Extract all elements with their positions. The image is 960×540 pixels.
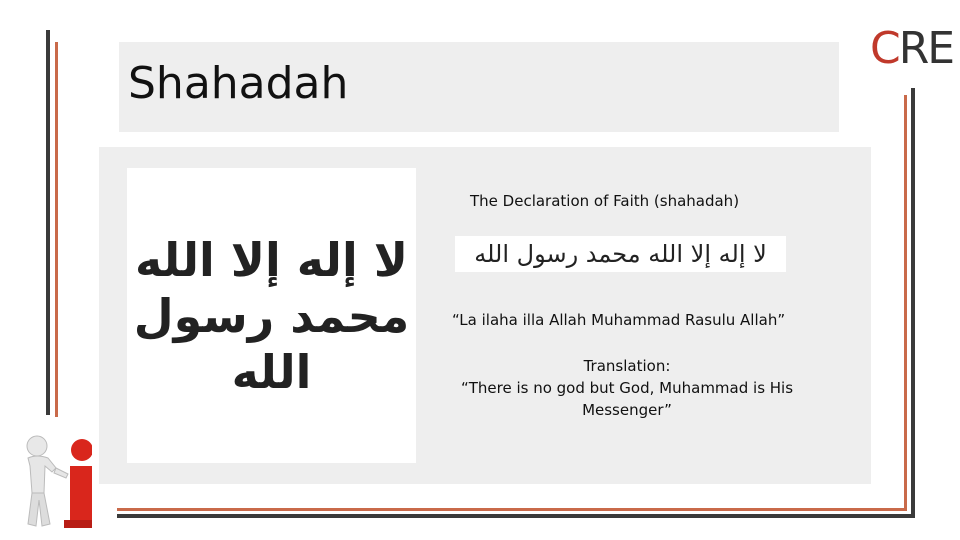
shahadah-calligraphy-image bbox=[127, 168, 416, 463]
calligraphy-text: لا إله إلا الله محمد رسول الله bbox=[133, 232, 410, 399]
logo-c-letter: C bbox=[870, 23, 899, 74]
transliteration-text: “La ilaha illa Allah Muhammad Rasulu Allah” bbox=[452, 311, 786, 329]
frame-bottom-dark-line bbox=[117, 514, 915, 518]
frame-right-dark-line bbox=[911, 88, 915, 518]
translation-block bbox=[440, 355, 814, 421]
logo-re-letters: RE bbox=[898, 23, 954, 74]
info-person-icon bbox=[12, 428, 92, 533]
frame-right-orange-line bbox=[904, 95, 907, 510]
translation-line-2: Messenger” bbox=[582, 401, 672, 419]
frame-left-dark-line bbox=[46, 30, 50, 415]
frame-left-orange-line bbox=[55, 42, 58, 417]
declaration-heading: The Declaration of Faith (shahadah) bbox=[470, 192, 740, 210]
translation-line-1: “There is no god but God, Muhammad is His bbox=[460, 379, 794, 397]
cre-logo bbox=[870, 22, 953, 76]
translation-label: Translation: bbox=[583, 357, 671, 375]
page-title: Shahadah bbox=[128, 58, 349, 109]
arabic-shahadah-text: لا إله إلا الله محمد رسول الله bbox=[455, 236, 786, 272]
frame-bottom-orange-line bbox=[117, 508, 907, 511]
